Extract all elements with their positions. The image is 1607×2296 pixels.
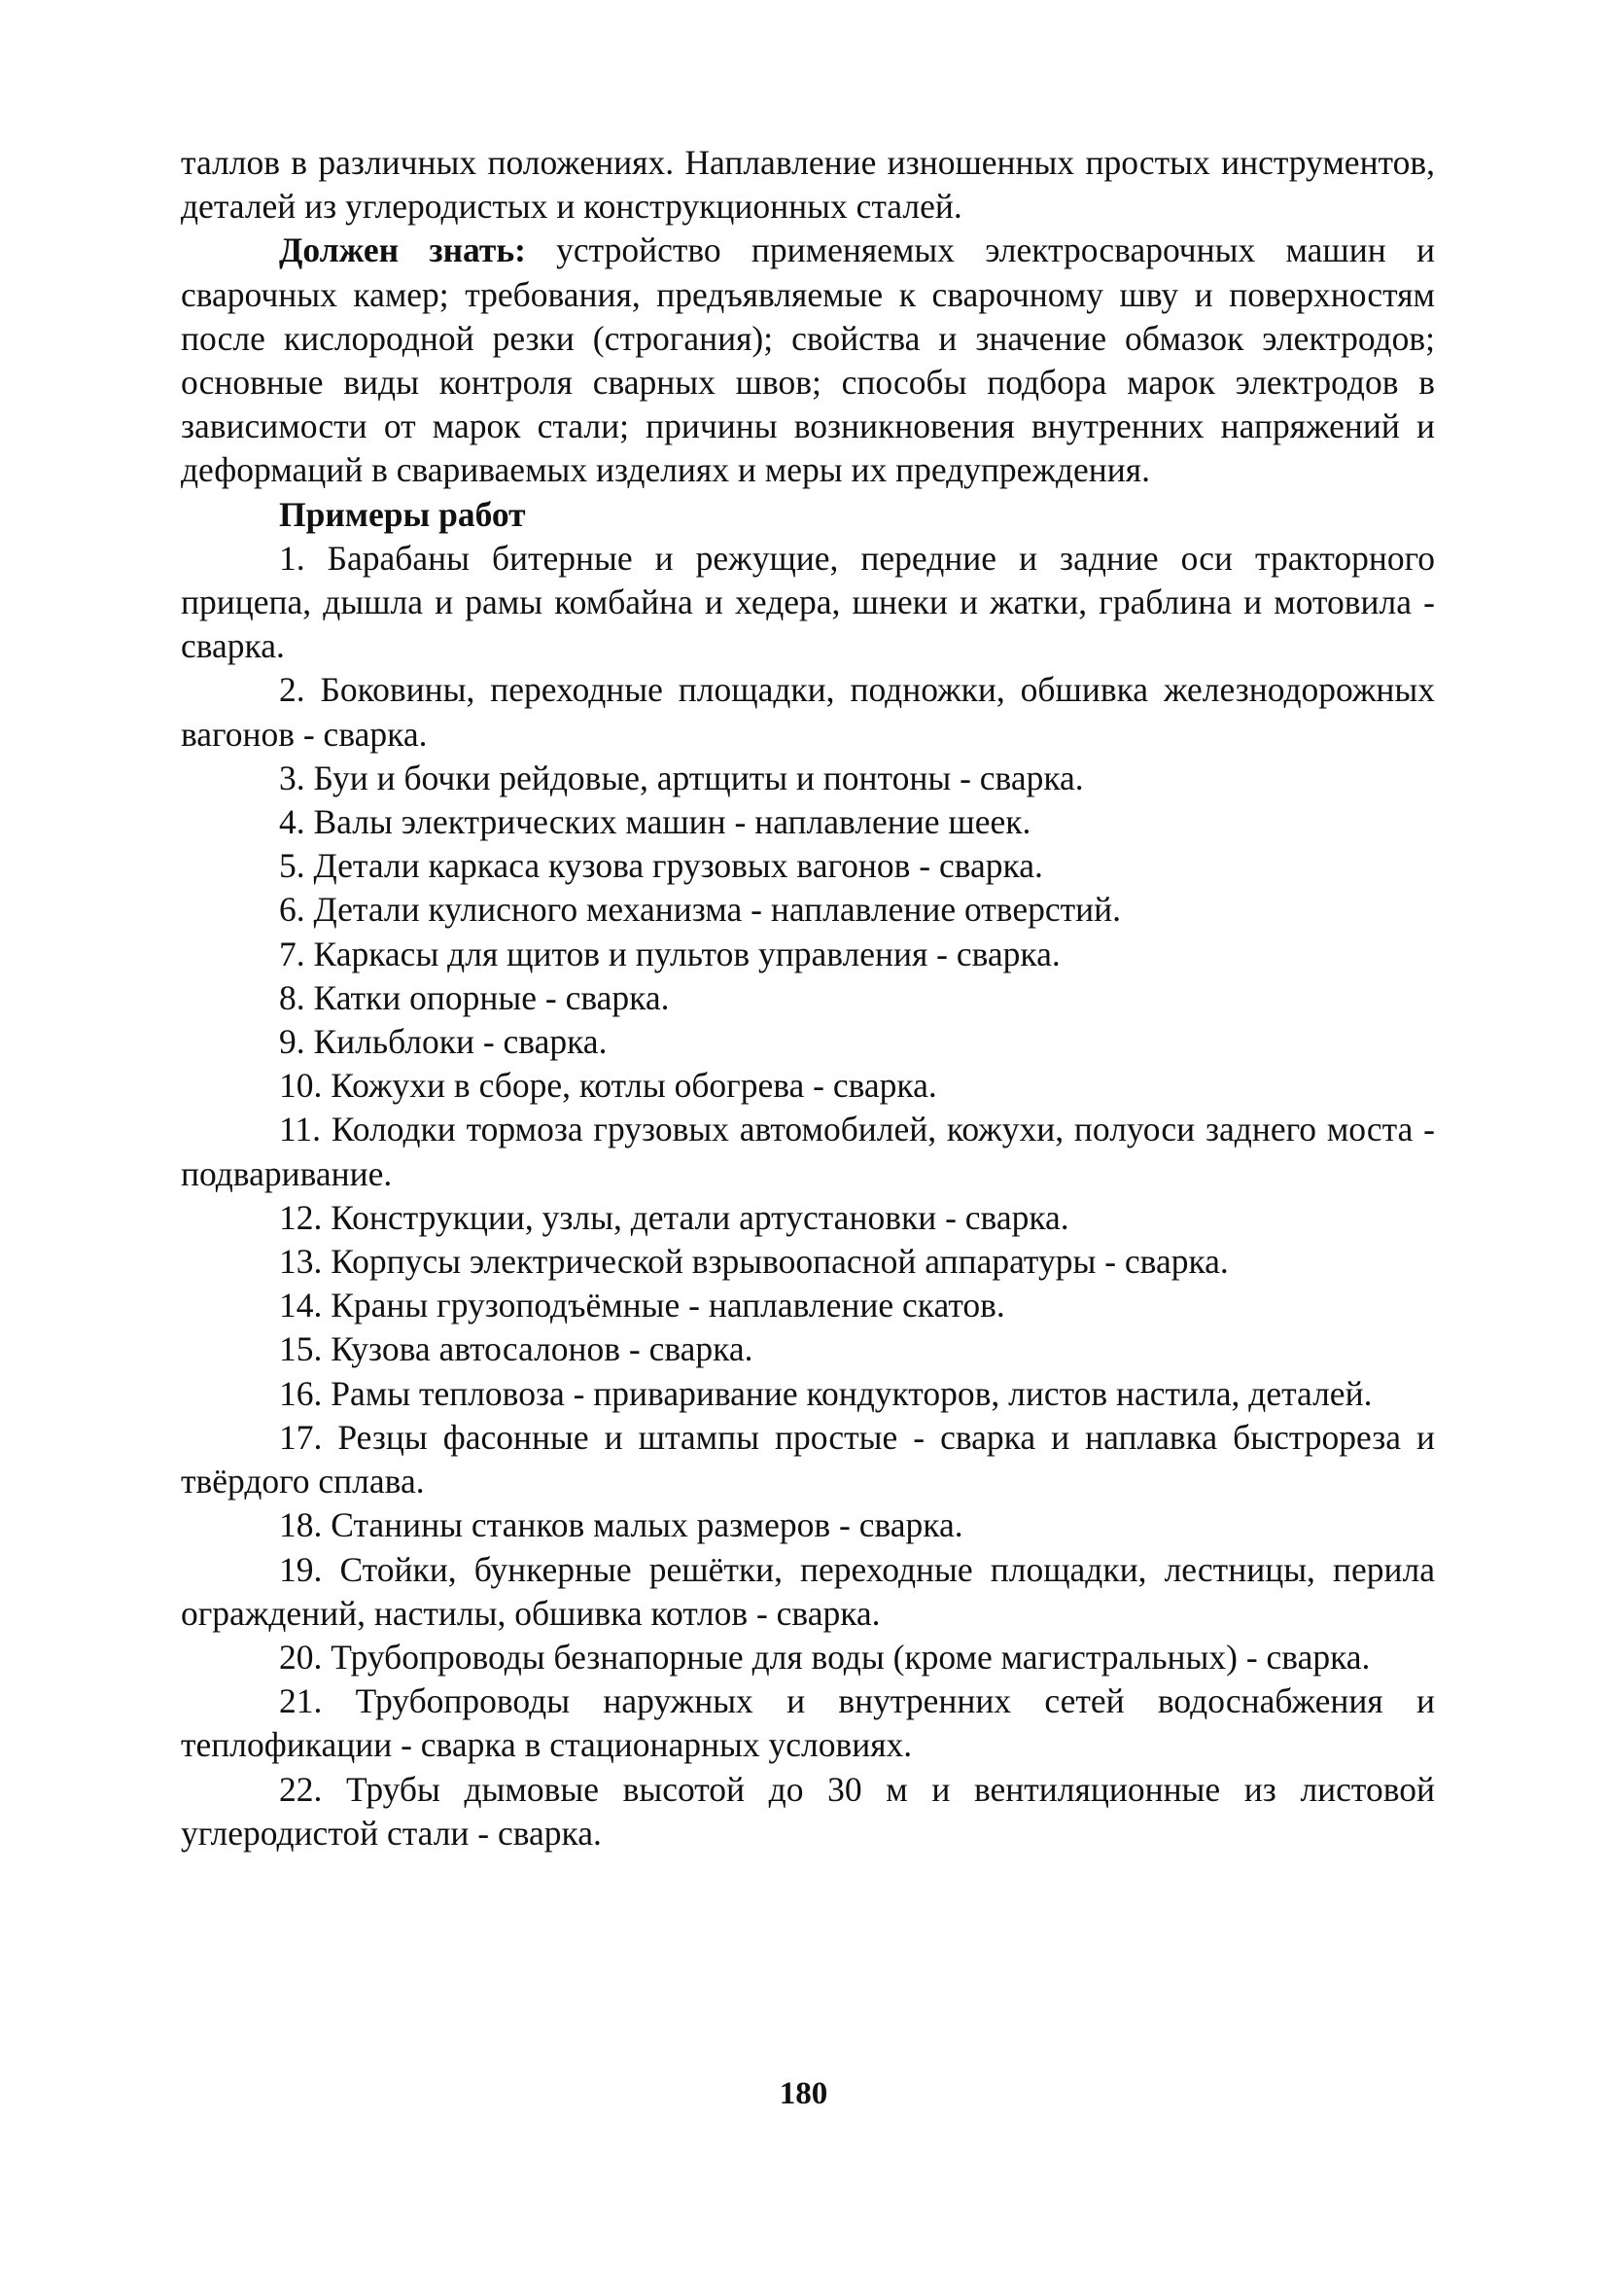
example-item: 14. Краны грузоподъёмные - наплавление скатов.: [279, 1286, 1005, 1325]
example-item: 18. Станины станков малых размеров - сварка.: [279, 1505, 963, 1545]
example-item: 12. Конструкции, узлы, детали артустановки - сварка.: [279, 1197, 1069, 1237]
example-item: 8. Катки опорные - сварка.: [279, 977, 670, 1017]
example-item: 7. Каркасы для щитов и пультов управления - сварка.: [279, 934, 1061, 973]
examples-list: [181, 537, 1435, 1855]
must-know-paragraph: [181, 229, 1435, 492]
example-item: 4. Валы электрических машин - наплавление шеек.: [279, 802, 1031, 842]
example-item: 21. Трубопроводы наружных и внутренних сетей водоснабжения и теплофикации - сварка в стационарных условиях.: [181, 1681, 1435, 1765]
document-body: [181, 141, 1435, 1855]
example-item: 16. Рамы тепловоза - приваривание кондукторов, листов настила, деталей.: [279, 1373, 1373, 1413]
example-item: 9. Кильблоки - сварка.: [279, 1022, 608, 1062]
example-item: 11. Колодки тормоза грузовых автомобилей, кожухи, полуоси заднего моста - подваривание.: [181, 1110, 1435, 1193]
example-item: 3. Буи и бочки рейдовые, артщиты и понтоны - сварка.: [279, 758, 1084, 797]
example-item: 6. Детали кулисного механизма - наплавление отверстий.: [279, 890, 1121, 930]
example-item: 20. Трубопроводы безнапорные для воды (кроме магистральных) - сварка.: [279, 1637, 1371, 1677]
example-item: 22. Трубы дымовые высотой до 30 м и вентиляционные из листовой углеродистой стали - сварка.: [181, 1769, 1435, 1853]
example-item: 2. Боковины, переходные площадки, подножки, обшивка железнодорожных вагонов - сварка.: [181, 670, 1435, 754]
example-item: 1. Барабаны битерные и режущие, передние и задние оси тракторного прицепа, дышла и рамы комбайна и хедера, шнеки и жатки, граблина и мотовила - сварка.: [181, 538, 1435, 666]
example-item: 17. Резцы фасонные и штампы простые - сварка и наплавка быстрореза и твёрдого сплава.: [181, 1417, 1435, 1501]
example-item: 19. Стойки, бункерные решётки, переходные площадки, лестницы, перила ограждений, настилы, обшивка котлов - сварка.: [181, 1549, 1435, 1633]
example-item: 10. Кожухи в сборе, котлы обогрева - сварка.: [279, 1066, 937, 1106]
must-know-text: устройство применяемых электросварочных машин и сварочных камер; требования, предъявляемые к сварочному шву и поверхностям после кислородной резки (строгания); свойства и значение обмазок электродов; основные виды контроля сварных швов; способы подбора марок электродов в зависимости от марок стали; причины возникновения внутренних напряжений и деформаций в свариваемых изделиях и меры их предупреждения.: [181, 230, 1435, 490]
must-know-label: Должен знать:: [279, 230, 526, 270]
page-number: 180: [779, 2076, 828, 2111]
example-item: 5. Детали каркаса кузова грузовых вагонов - сварка.: [279, 846, 1043, 886]
examples-heading: Примеры работ: [279, 494, 526, 534]
example-item: 15. Кузова автосалонов - сварка.: [279, 1329, 753, 1369]
intro-continuation-paragraph: таллов в различных положениях. Наплавление изношенных простых инструментов, деталей из углеродистых и конструкционных сталей.: [181, 143, 1435, 227]
example-item: 13. Корпусы электрической взрывоопасной аппаратуры - сварка.: [279, 1242, 1229, 1282]
